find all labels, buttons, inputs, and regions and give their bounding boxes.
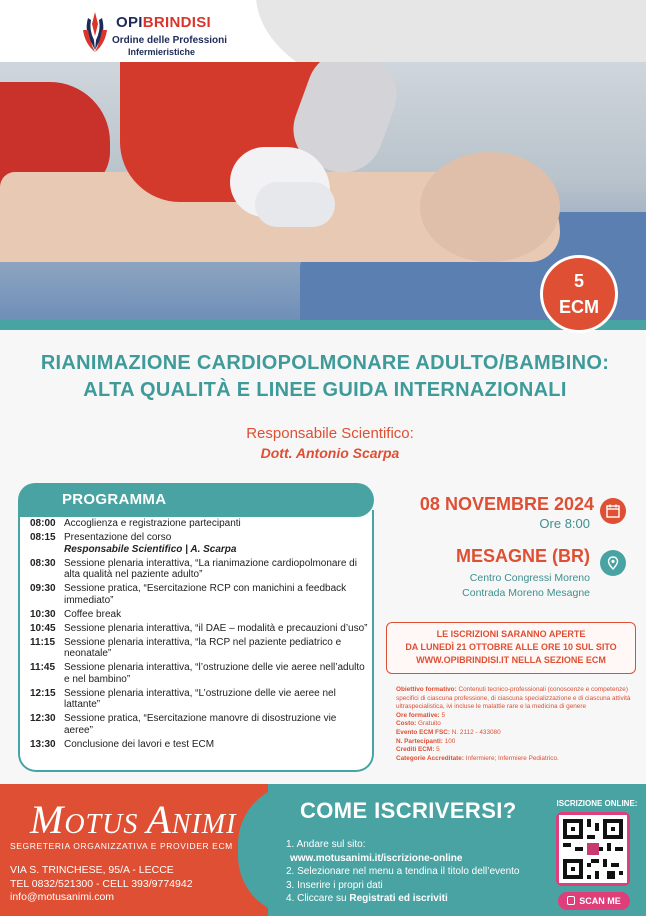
- program-row: 12:15 Sessione plenaria interattiva, “L’ostruzione delle vie aeree nel lattante”: [30, 687, 336, 710]
- event-city: MESAGNE (BR): [456, 546, 590, 566]
- logo-title: OPIBRINDISI: [116, 14, 211, 31]
- course-title: [30, 350, 620, 404]
- provider-contacts: [10, 864, 193, 905]
- provider-address: VIA S. TRINCHESE, 95/A - LECCE: [10, 864, 174, 876]
- provider-subtitle: SEGRETERIA ORGANIZZATIVA E PROVIDER ECM: [10, 841, 233, 851]
- logo-subtitle-1: Ordine delle Professioni: [112, 35, 228, 46]
- registration-steps: [286, 838, 556, 906]
- program-row: 10:45 Sessione plenaria interattiva, “il DAE – modalità e precauzioni d’uso”: [30, 622, 368, 634]
- event-venue-line-1: Centro Congressi Moreno: [469, 572, 590, 584]
- program-sub-row: Responsabile Scientifico | A. Scarpa: [64, 543, 237, 555]
- program-row: 08:00 Accoglienza e registrazione partecipanti: [30, 518, 241, 529]
- logo-subtitle-2: Infermieristiche: [128, 47, 196, 57]
- event-time: Ore 8:00: [539, 516, 590, 531]
- program-row: 11:45 Sessione plenaria interattiva, “l’ostruzione delle vie aeree nell’adulto e nel bambino”: [30, 662, 365, 685]
- program-row: 11:15 Sessione plenaria interattiva, “la RCP nel paziente pediatrico e neonatale”: [30, 636, 342, 659]
- calendar-icon: [600, 498, 626, 524]
- phone-icon: [567, 896, 575, 905]
- notice-line-2: DA LUNEDÌ 21 OTTOBRE ALLE ORE 10 SUL SITO: [405, 642, 617, 652]
- responsible-name: Dott. Antonio Scarpa: [260, 445, 400, 461]
- qr-label: ISCRIZIONE ONLINE:: [556, 799, 638, 808]
- detail-credits: Crediti ECM: 5: [396, 746, 440, 754]
- teal-divider: [0, 320, 646, 330]
- program-row: 08:15 Presentazione del corso: [30, 532, 172, 543]
- program-row: 12:30 Sessione pratica, “Esercitazione manovre di disostruzione vie aeree”: [30, 713, 337, 736]
- program-list: [30, 518, 368, 753]
- detail-cost: Costo: Gratuito: [396, 720, 441, 728]
- opi-logo-icon: [82, 10, 108, 54]
- event-date: 08 NOVEMBRE 2024: [419, 494, 594, 514]
- step-3: 3. Inserire i propri dati: [286, 879, 383, 891]
- qr-code-icon: [559, 815, 627, 883]
- detail-participants: N. Partecipanti: 100: [396, 737, 456, 745]
- program-row: 13:30 Conclusione dei lavori e test ECM: [30, 738, 215, 750]
- step-1: 1. Andare sul sito:: [286, 839, 366, 850]
- provider-phone[interactable]: TEL 0832/521300 - CELL 393/9774942: [10, 877, 193, 890]
- course-details: [396, 686, 632, 763]
- header: [0, 0, 646, 62]
- notice-line-3[interactable]: WWW.OPIBRINDISI.IT NELLA SEZIONE ECM: [416, 655, 606, 665]
- responsible-label: Responsabile Scientifico:: [246, 425, 414, 442]
- detail-hours: Ore formative: 5: [396, 711, 446, 719]
- qr-code[interactable]: [556, 812, 630, 886]
- step-1-url[interactable]: www.motusanimi.it/iscrizione-online: [290, 852, 463, 864]
- ecm-label: ECM: [559, 297, 599, 317]
- provider-email[interactable]: info@motusanimi.com: [10, 891, 115, 903]
- program-row: 09:30 Sessione pratica, “Esercitazione RCP con manichini a feedback immediato”: [30, 583, 347, 606]
- notice-line-1: LE ISCRIZIONI SARANNO APERTE: [436, 629, 586, 639]
- motus-animi-logo[interactable]: MOTUS ANIMI: [30, 797, 237, 842]
- event-venue-line-2: Contrada Moreno Mesagne: [462, 587, 590, 599]
- opi-logo[interactable]: [82, 6, 242, 58]
- detail-categories: Categorie Accreditate: Infermiere; Infermiere Pediatrico.: [396, 754, 559, 762]
- scan-me-button[interactable]: SCAN ME: [558, 892, 630, 910]
- program-row: 08:30 Sessione plenaria interattiva, “La rianimazione cardiopolmonare di alta qualità nel paziente adulto”: [30, 557, 357, 580]
- location-pin-icon: [600, 550, 626, 576]
- step-2: 2. Selezionare nel menu a tendina il titolo dell’evento: [286, 866, 520, 877]
- ecm-badge: [540, 255, 618, 333]
- program-heading: PROGRAMMA: [62, 491, 167, 508]
- hero-manikin-head: [420, 152, 560, 262]
- course-title-line-1: RIANIMAZIONE CARDIOPOLMONARE ADULTO/BAMBINO:: [40, 352, 610, 374]
- registration-notice: [386, 622, 636, 674]
- ecm-value: 5: [573, 271, 584, 291]
- detail-event-id: Evento ECM FSC: N. 2112 - 433080: [396, 728, 501, 736]
- course-title-line-2: ALTA QUALITÀ E LINEE GUIDA INTERNAZIONALI: [83, 379, 567, 401]
- how-to-register-title: COME ISCRIVERSI?: [300, 798, 517, 823]
- hero-glove-2: [255, 182, 335, 227]
- detail-objective: Obiettivo formativo: Contenuti tecnico-professionali (conoscenze e competenze) specifici di ciascuna professione, di ciascuna specializzazione e di ciascuna attività ultraspecialistica, ivi incluse le malattie rare e la medicina di genere: [396, 686, 631, 711]
- step-4: 4. Cliccare su Registrati ed iscriviti: [286, 893, 448, 904]
- program-row: 10:30 Coffee break: [30, 608, 122, 620]
